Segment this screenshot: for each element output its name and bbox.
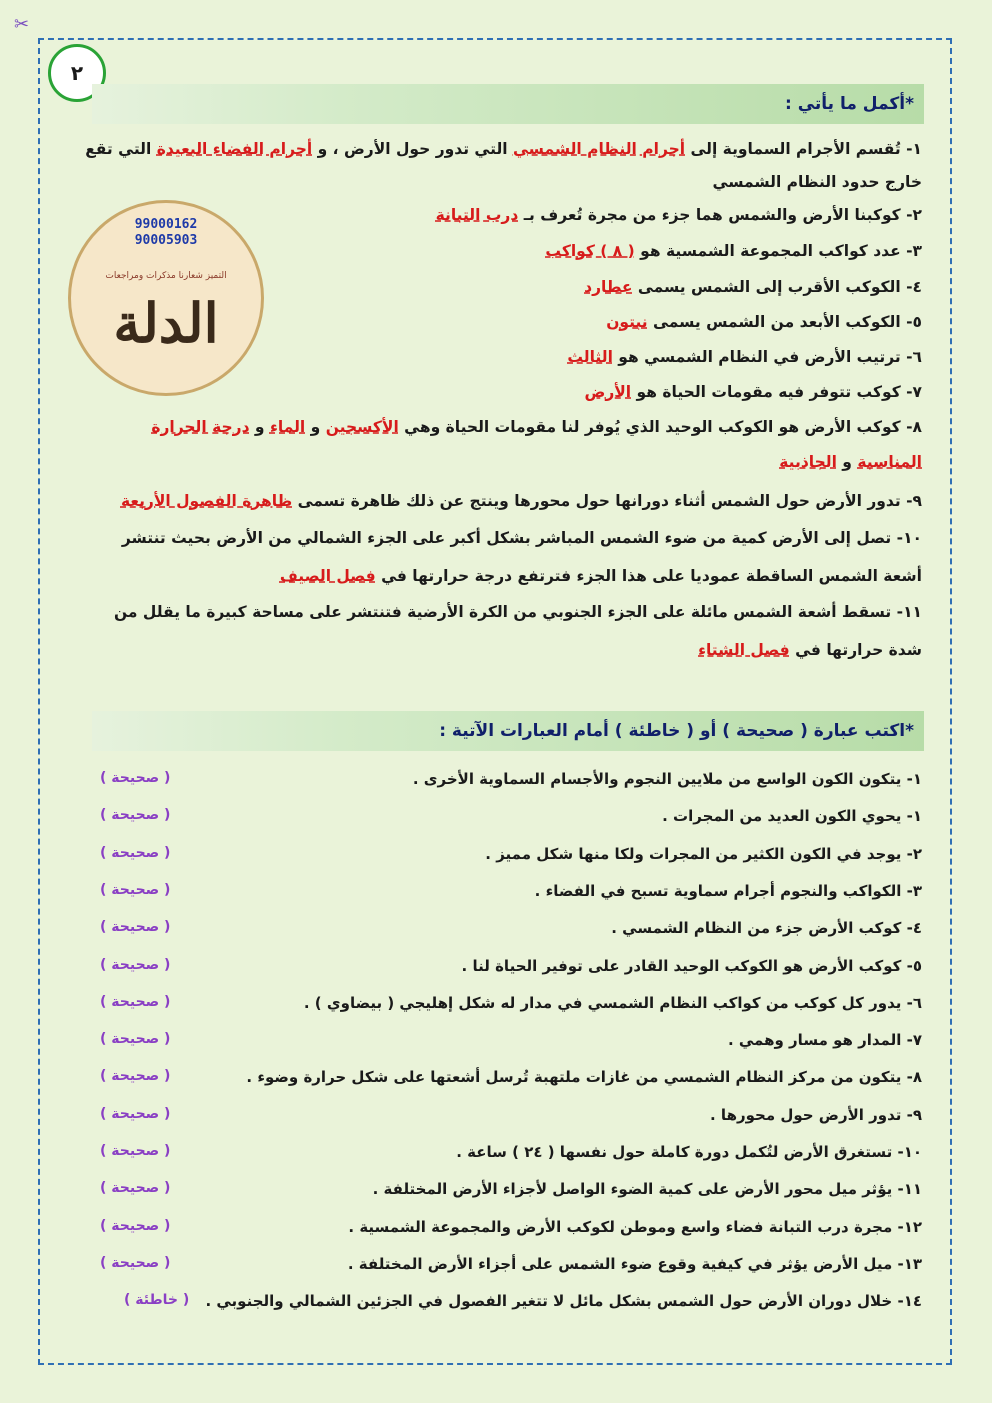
statement-text: ١٢- مجرة درب التبانة فضاء واسع وموطن لكوكب الأرض والمجموعة الشمسية .: [348, 1217, 922, 1236]
true-false-row: [62, 1292, 922, 1322]
logo-name: الدلة: [113, 291, 219, 355]
question-text: ٣- عدد كواكب المجموعة الشمسية هو: [634, 242, 922, 260]
complete-item-line: [112, 173, 922, 191]
statement-text: ٤- كوكب الأرض جزء من النظام الشمسي .: [611, 919, 922, 938]
true-false-row: [62, 957, 922, 987]
true-false-row: [62, 1180, 922, 1210]
question-text: التي تقع: [85, 140, 157, 158]
complete-item-line: [112, 529, 922, 547]
complete-item-line: [112, 603, 922, 621]
true-false-row: [62, 1068, 922, 1098]
true-false-row: [62, 845, 922, 875]
question-text: ١٠- تصل إلى الأرض كمية من ضوء الشمس المباشر بشكل أكبر على الجزء الشمالي من الأرض بحيث تنتشر: [121, 529, 922, 547]
statement-answer: ( صحيحة ): [100, 881, 171, 898]
statement-text: ١٠- تستغرق الأرض لتُكمل دورة كاملة حول نفسها ( ٢٤ ) ساعة .: [456, 1143, 922, 1161]
answer-text: فصل الشتاء: [698, 641, 790, 659]
statement-text: ٦- يدور كل كوكب من كواكب النظام الشمسي في مدار له شكل إهليجي ( بيضاوي ) .: [303, 993, 922, 1012]
scissors-icon: ✂: [14, 14, 30, 35]
complete-item-line: [112, 567, 922, 585]
true-false-row: [62, 1106, 922, 1136]
true-false-row: [62, 1218, 922, 1248]
section-title-true-false: *اكتب عبارة ( صحيحة ) أو ( خاطئة ) أمام العبارات الآتية :: [439, 721, 914, 741]
statement-text: ٢- يوجد في الكون الكثير من المجرات ولكا منها شكل مميز .: [485, 844, 922, 863]
answer-text: ( ٨ ) كواكب: [545, 242, 635, 260]
true-false-row: [62, 919, 922, 949]
question-text: و: [305, 418, 326, 436]
question-text: أشعة الشمس الساقطة عموديا على هذا الجزء فترتفع درجة حرارتها في: [375, 567, 922, 585]
answer-text: عطارد: [584, 278, 633, 296]
logo-phone-2: 90005903: [134, 233, 198, 248]
statement-text: ٩- تدور الأرض حول محورها .: [710, 1105, 922, 1124]
question-text: ٩- تدور الأرض حول الشمس أثناء دورانها حول محورها وينتج عن ذلك ظاهرة تسمى: [292, 492, 922, 510]
statement-answer: ( صحيحة ): [100, 919, 171, 936]
true-false-row: [62, 770, 922, 800]
statement-answer: ( خاطئة ): [124, 1292, 190, 1309]
statement-answer: ( صحيحة ): [100, 807, 171, 824]
question-text: خارج حدود النظام الشمسي: [712, 173, 922, 191]
statement-answer: ( صحيحة ): [100, 956, 171, 973]
statement-answer: ( صحيحة ): [100, 770, 171, 786]
complete-item-line: [112, 453, 922, 471]
statement-text: ١٣- ميل الأرض يؤثر في كيفية وقوع ضوء الشمس على أجزاء الأرض المختلفة .: [347, 1254, 922, 1273]
statement-answer: ( صحيحة ): [100, 1105, 171, 1122]
answer-text: المناسبة: [857, 453, 922, 471]
complete-item-line: [112, 641, 922, 659]
section-header-true-false: [92, 711, 924, 751]
true-false-row: [62, 1143, 922, 1173]
complete-item-line: [112, 383, 922, 401]
answer-text: الأكسجين: [325, 418, 399, 436]
statement-text: ١- يتكون الكون الواسع من ملايين النجوم والأجسام السماوية الأخرى .: [412, 770, 922, 788]
statement-answer: ( صحيحة ): [100, 993, 171, 1010]
statement-text: ٥- كوكب الأرض هو الكوكب الوحيد القادر على توفير الحياة لنا .: [461, 956, 922, 975]
statement-text: ٣- الكواكب والنجوم أجرام سماوية تسبح في الفضاء .: [534, 881, 922, 900]
true-false-row: [62, 994, 922, 1024]
answer-text: ظاهرة الفصول الأربعة: [120, 492, 293, 510]
statement-text: ١٤- خلال دوران الأرض حول الشمس بشكل مائل لا تتغير الفصول في الجزئين الشمالي والجنوبي .: [205, 1292, 922, 1311]
question-text: ١- تُقسم الأجرام السماوية إلى: [685, 140, 922, 158]
brand-logo: [68, 200, 264, 396]
question-text: و: [249, 418, 270, 436]
answer-text: درجة الحرارة: [151, 418, 250, 436]
page-number: ٢: [70, 61, 84, 85]
statement-answer: ( صحيحة ): [100, 1068, 171, 1085]
question-text: ٢- كوكبنا الأرض والشمس هما جزء من مجرة تُعرف بـ: [518, 206, 922, 224]
answer-text: الأرض: [584, 383, 632, 401]
statement-answer: ( صحيحة ): [100, 1143, 171, 1159]
statement-answer: ( صحيحة ): [100, 1031, 171, 1048]
question-text: و: [836, 453, 858, 471]
complete-item-line: [112, 418, 922, 436]
question-text: ٨- كوكب الأرض هو الكوكب الوحيد الذي يُوفر لنا مقومات الحياة وهي: [398, 418, 922, 436]
complete-item-line: [85, 140, 922, 158]
question-text: شدة حرارتها في: [789, 641, 922, 659]
question-text: ٥- الكوكب الأبعد من الشمس يسمى: [647, 313, 922, 331]
true-false-row: [62, 807, 922, 837]
true-false-row: [62, 1031, 922, 1061]
logo-phone-1: 99000162: [134, 217, 198, 232]
question-text: التي تدور حول الأرض ، و: [312, 140, 513, 158]
answer-text: أجرام الفضاء البعيدة: [156, 140, 313, 158]
answer-text: أجرام النظام الشمسي: [512, 140, 686, 158]
answer-text: نبتون: [606, 313, 648, 331]
answer-text: درب التبانة: [435, 206, 519, 224]
section-header-complete: [92, 84, 924, 124]
statement-answer: ( صحيحة ): [100, 844, 171, 861]
statement-text: ١١- يؤثر ميل محور الأرض على كمية الضوء الواصل لأجزاء الأرض المختلفة .: [372, 1180, 922, 1199]
section-title-complete: *أكمل ما يأتي :: [785, 94, 914, 114]
answer-text: الجاذبية: [779, 453, 837, 471]
statement-text: ٧- المدار هو مسار وهمي .: [727, 1031, 922, 1050]
statement-text: ١- يحوي الكون العديد من المجرات .: [662, 807, 922, 826]
statement-answer: ( صحيحة ): [100, 1217, 171, 1234]
answer-text: الماء: [269, 418, 306, 436]
true-false-row: [62, 1255, 922, 1285]
statement-answer: ( صحيحة ): [100, 1254, 171, 1271]
question-text: ١١- تسقط أشعة الشمس مائلة على الجزء الجنوبي من الكرة الأرضية فتنتشر على مساحة كبيرة ما يقلل من: [113, 603, 922, 621]
statement-answer: ( صحيحة ): [100, 1180, 171, 1197]
question-text: ٧- كوكب تتوفر فيه مقومات الحياة هو: [631, 383, 922, 401]
answer-text: الثالث: [567, 348, 613, 366]
statement-text: ٨- يتكون من مركز النظام الشمسي من غازات ملتهبة تُرسل أشعتها على شكل حرارة وضوء .: [246, 1068, 922, 1087]
question-text: ٦- ترتيب الأرض في النظام الشمسي هو: [612, 348, 922, 366]
true-false-row: [62, 882, 922, 912]
complete-item-line: [112, 492, 922, 510]
question-text: ٤- الكوكب الأقرب إلى الشمس يسمى: [632, 278, 922, 296]
answer-text: فصل الصيف: [279, 567, 376, 585]
logo-motto: التميز شعارنا مذكرات ومراجعات: [105, 271, 227, 281]
